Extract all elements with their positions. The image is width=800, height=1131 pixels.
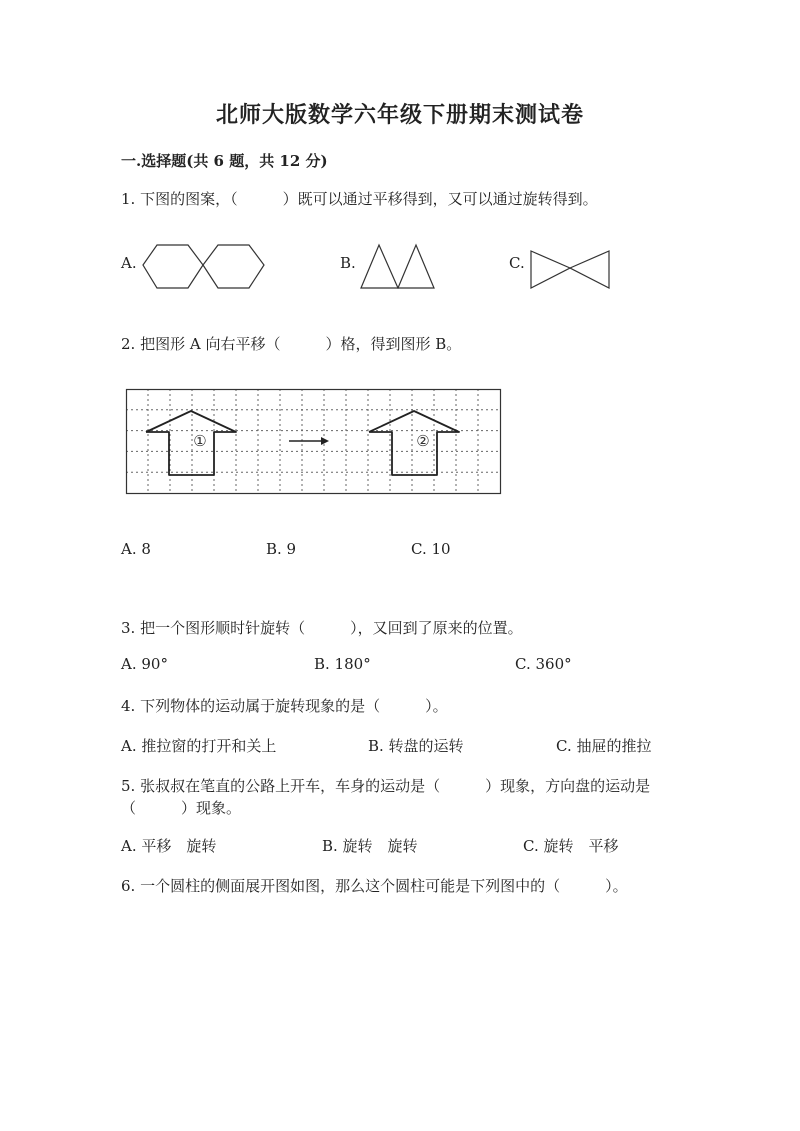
question-3-text: 3. 把一个图形顺时针旋转（ ），又回到了原来的位置。 bbox=[121, 619, 523, 637]
shape-a-arrow bbox=[146, 411, 236, 475]
question-2-text: 2. 把图形 A 向右平移（ ）格，得到图形 B。 bbox=[121, 335, 462, 353]
shape-b-arrow bbox=[369, 411, 459, 475]
q1-option-c-label[interactable]: C. bbox=[509, 254, 525, 272]
q4-option-b[interactable]: B. 转盘的运转 bbox=[368, 737, 464, 755]
q2-option-b[interactable]: B. 9 bbox=[266, 540, 297, 558]
shape-a-label: ① bbox=[193, 432, 207, 450]
q3-option-b[interactable]: B. 180° bbox=[314, 655, 371, 673]
q4-option-a[interactable]: A. 推拉窗的打开和关上 bbox=[121, 737, 277, 755]
q1-option-b-label[interactable]: B. bbox=[340, 254, 356, 272]
q5-option-a[interactable]: A. 平移 旋转 bbox=[121, 837, 217, 855]
q2-grid-figure bbox=[126, 389, 502, 495]
question-4-text: 4. 下列物体的运动属于旋转现象的是（ ）。 bbox=[121, 697, 448, 715]
question-5-text-line-2: （ ）现象。 bbox=[121, 799, 242, 817]
section-heading: 一.选择题(共 6 题，共 12 分) bbox=[121, 152, 328, 170]
question-1-text: 1. 下图的图案，（ ）既可以通过平移得到，又可以通过旋转得到。 bbox=[121, 190, 598, 208]
q1-option-a-label[interactable]: A. bbox=[121, 254, 137, 272]
q1-option-c-bowtie-figure bbox=[528, 248, 613, 294]
q2-option-c[interactable]: C. 10 bbox=[411, 540, 451, 558]
page-title: 北师大版数学六年级下册期末测试卷 bbox=[215, 102, 584, 128]
q3-option-c[interactable]: C. 360° bbox=[515, 655, 572, 673]
q4-option-c[interactable]: C. 抽屉的推拉 bbox=[556, 737, 652, 755]
q3-option-a[interactable]: A. 90° bbox=[121, 655, 168, 673]
q1-option-b-triangles-figure bbox=[358, 242, 438, 292]
shape-b-label: ② bbox=[416, 432, 430, 450]
q5-option-c[interactable]: C. 旋转 平移 bbox=[523, 837, 619, 855]
question-5-text-line-1: 5. 张叔叔在笔直的公路上开车，车身的运动是（ ）现象，方向盘的运动是 bbox=[121, 777, 651, 795]
q5-option-b[interactable]: B. 旋转 旋转 bbox=[322, 837, 418, 855]
question-6-text: 6. 一个圆柱的侧面展开图如图，那么这个圆柱可能是下列图中的（ ）。 bbox=[121, 877, 628, 895]
move-right-arrow-head bbox=[321, 437, 329, 445]
q2-option-a[interactable]: A. 8 bbox=[121, 540, 151, 558]
q1-option-a-hexagons-figure bbox=[140, 242, 270, 292]
